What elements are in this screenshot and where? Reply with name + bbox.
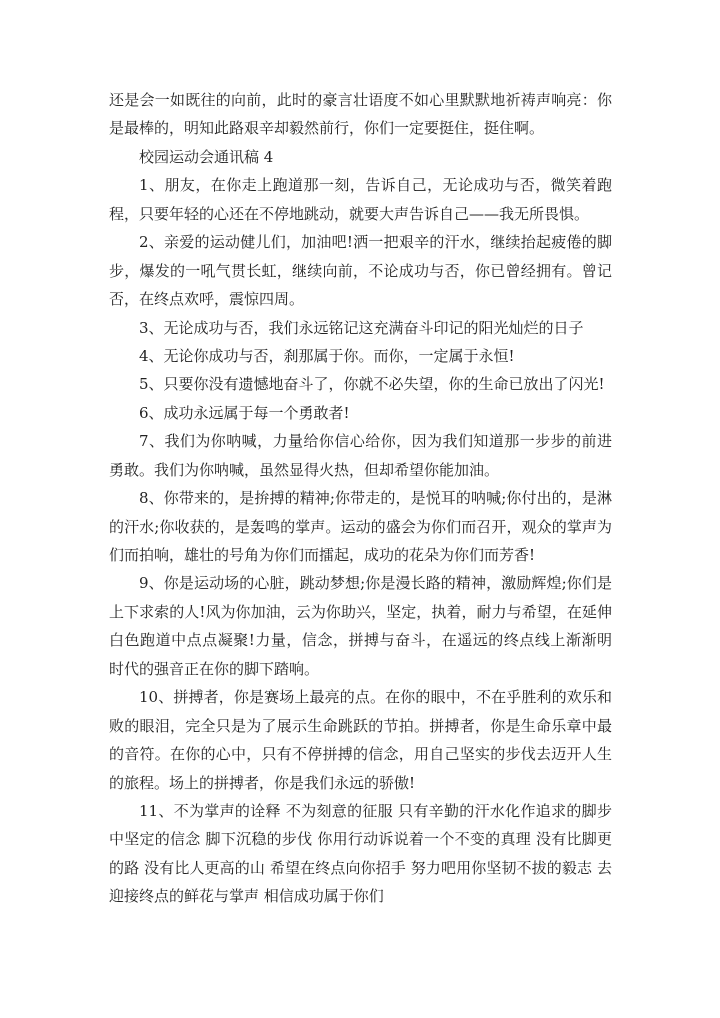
text-line: 们而拍响，雄壮的号角为你们而擂起，成功的花朵为你们而芳香!	[109, 546, 536, 564]
text-line: 勇敢。我们为你呐喊，虽然显得火热，但却希望你能加油。	[109, 460, 500, 479]
text-line: 2、亲爱的运动健儿们，加油吧!洒一把艰辛的汗水，继续抬起疲倦的脚	[139, 233, 612, 252]
paragraph	[109, 370, 612, 398]
text-line: 9、你是运动场的心脏，跳动梦想;你是漫长路的精神，激励辉煌;你们是	[139, 574, 612, 593]
document-body	[109, 86, 612, 911]
text-line: 1、朋友，在你走上跑道那一刻，告诉自己，无论成功与否，微笑着跑	[139, 176, 612, 195]
text-line: 还是会一如既往的向前，此时的豪言壮语度不如心里默默地祈祷声响亮：你	[109, 91, 612, 109]
text-line: 的路 没有比人更高的山 希望在终点向你招手 努力吧用你坚韧不拔的毅志 去	[109, 858, 612, 877]
text-line: 白色跑道中点点凝聚!力量，信念，拼搏与奋斗，在遥远的终点线上渐渐明	[109, 631, 612, 650]
text-line: 败的眼泪，完全只是为了展示生命跳跃的节拍。拼搏者，你是生命乐章中最	[109, 716, 612, 735]
text-line: 4、无论你成功与否，刹那属于你。而你，一定属于永恒!	[139, 346, 515, 365]
text-line: 8、你带来的，是拚搏的精神;你带走的，是悦耳的呐喊;你付出的，是淋	[139, 489, 612, 508]
paragraph	[109, 427, 612, 484]
text-line: 中坚定的信念 脚下沉稳的步伐 你用行动诉说着一个不变的真理 没有比脚更	[109, 830, 612, 849]
text-line: 校园运动会通讯稿 4	[139, 147, 274, 166]
text-line: 11、不为掌声的诠释 不为刻意的征服 只有辛勤的汗水化作追求的脚步	[139, 801, 612, 820]
text-line: 3、无论成功与否，我们永远铭记这充满奋斗印记的阳光灿烂的日子	[139, 318, 584, 337]
text-line: 的音符。在你的心中，只有不停拼搏的信念，用自己坚实的步伐去迈开人生	[109, 745, 612, 764]
text-line: 的旅程。场上的拼搏者，你是我们永远的骄傲!	[109, 773, 416, 792]
paragraph	[109, 569, 612, 683]
text-line: 10、拼搏者，你是赛场上最亮的点。在你的眼中，不在乎胜利的欢乐和	[139, 688, 612, 707]
paragraph	[109, 86, 612, 143]
text-line: 是最棒的，明知此路艰辛却毅然前行，你们一定要挺住，挺住啊。	[109, 119, 545, 138]
paragraph	[109, 228, 612, 313]
paragraph	[109, 399, 612, 427]
text-line: 否，在终点欢呼，震惊四周。	[109, 290, 305, 309]
text-line: 迎接终点的鲜花与掌声 相信成功属于你们	[109, 887, 384, 906]
section-title	[109, 143, 612, 171]
text-line: 程，只要年轻的心还在不停地跳动，就要大声告诉自己——我无所畏惧。	[109, 204, 590, 223]
text-line: 的汗水;你收获的，是轰鸣的掌声。运动的盛会为你们而召开，观众的掌声为	[109, 517, 612, 536]
paragraph	[109, 171, 612, 228]
text-line: 6、成功永远属于每一个勇敢者!	[139, 403, 350, 422]
paragraph	[109, 342, 612, 370]
paragraph	[109, 797, 612, 911]
paragraph	[109, 484, 612, 569]
text-line: 5、只要你没有遗憾地奋斗了，你就不必失望，你的生命已放出了闪光!	[139, 375, 605, 394]
text-line: 步，爆发的一吼气贯长虹，继续向前，不论成功与否，你已曾经拥有。曾记	[109, 261, 612, 280]
text-line: 上下求索的人!风为你加油，云为你助兴，坚定，执着，耐力与希望，在延伸	[109, 602, 612, 621]
paragraph	[109, 314, 612, 342]
paragraph	[109, 683, 612, 797]
text-line: 7、我们为你呐喊，力量给你信心给你，因为我们知道那一步步的前进	[139, 432, 612, 451]
text-line: 时代的强音正在你的脚下踏响。	[109, 659, 320, 678]
